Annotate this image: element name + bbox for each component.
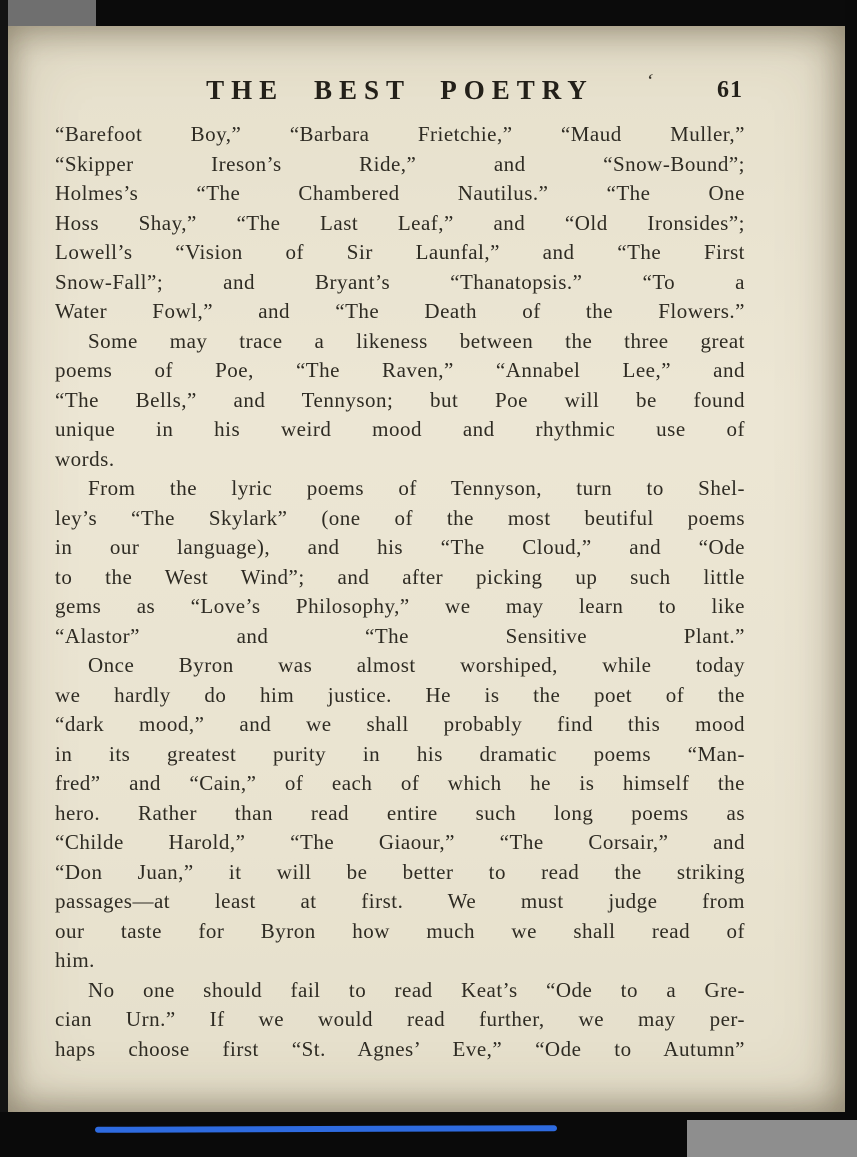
stray-mark: ‘ bbox=[643, 69, 656, 93]
scan-corner-bottom-right bbox=[687, 1120, 857, 1157]
scan-corner-top-left bbox=[0, 0, 96, 26]
page-content bbox=[55, 68, 745, 1064]
paragraph bbox=[55, 976, 745, 1065]
text-line: “Barefoot Boy,” “Barbara Frietchie,” “Maud Muller,” bbox=[55, 122, 745, 146]
text-line: “Skipper Ireson’s Ride,” and “Snow-Bound”; bbox=[55, 151, 745, 176]
text-line: our taste for Byron how much we shall read of bbox=[55, 918, 745, 943]
text-line: Water Fowl,” and “The Death of the Flowers.” bbox=[55, 299, 745, 323]
text-line: unique in his weird mood and rhythmic use of bbox=[55, 417, 745, 441]
text-line: “Don Juan,” it will be better to read the striking bbox=[55, 859, 745, 884]
text-line: Holmes’s “The Chambered Nautilus.” “The One bbox=[55, 181, 745, 205]
text-line: hero. Rather than read entire such long poems as bbox=[55, 800, 745, 825]
paragraph bbox=[55, 327, 745, 475]
page-title: THE BEST POETRY bbox=[206, 75, 594, 105]
text-line: “The Bells,” and Tennyson; but Poe will be found bbox=[55, 387, 745, 412]
text-line: words. bbox=[55, 446, 115, 471]
text-line: Snow-Fall”; and Bryant’s “Thanatopsis.” “To a bbox=[55, 269, 745, 294]
text-line: Once Byron was almost worshiped, while today bbox=[88, 653, 745, 677]
scan-edge-left bbox=[0, 0, 8, 1157]
text-line: From the lyric poems of Tennyson, turn to Shel- bbox=[88, 476, 745, 500]
text-line: ley’s “The Skylark” (one of the most beutiful poems bbox=[55, 505, 745, 530]
page-body bbox=[55, 120, 745, 1064]
text-line: haps choose first “St. Agnes’ Eve,” “Ode to Autumn” bbox=[55, 1036, 745, 1061]
paragraph bbox=[55, 474, 745, 651]
text-line: cian Urn.” If we would read further, we may per- bbox=[55, 1007, 745, 1031]
text-line: gems as “Love’s Philosophy,” we may learn to like bbox=[55, 594, 745, 618]
page-number: 61 bbox=[717, 77, 743, 103]
text-line: Hoss Shay,” “The Last Leaf,” and “Old Ironsides”; bbox=[55, 210, 745, 235]
text-line: in our language), and his “The Cloud,” and “Ode bbox=[55, 535, 745, 559]
paragraph bbox=[55, 120, 745, 327]
scan-edge-right bbox=[845, 0, 857, 1157]
paragraph bbox=[55, 651, 745, 976]
text-line: we hardly do him justice. He is the poet of the bbox=[55, 682, 745, 707]
text-line: passages—at least at first. We must judge from bbox=[55, 889, 745, 913]
text-line: to the West Wind”; and after picking up such little bbox=[55, 564, 745, 589]
page-header bbox=[55, 68, 745, 112]
text-line: him. bbox=[55, 948, 95, 972]
text-line: “Alastor” and “The Sensitive Plant.” bbox=[55, 623, 745, 648]
text-line: poems of Poe, “The Raven,” “Annabel Lee,” and bbox=[55, 358, 745, 382]
text-line: Lowell’s “Vision of Sir Launfal,” and “The First bbox=[55, 240, 745, 264]
text-line: in its greatest purity in his dramatic poems “Man- bbox=[55, 741, 745, 766]
page bbox=[8, 26, 845, 1112]
scan-edge-top bbox=[0, 0, 857, 26]
text-line: Some may trace a likeness between the three great bbox=[88, 328, 745, 353]
text-line: No one should fail to read Keat’s “Ode to a Gre- bbox=[88, 977, 745, 1002]
text-line: “dark mood,” and we shall probably find this mood bbox=[55, 712, 745, 736]
text-line: “Childe Harold,” “The Giaour,” “The Corsair,” and bbox=[55, 830, 745, 854]
text-line: fred” and “Cain,” of each of which he is himself the bbox=[55, 771, 745, 795]
